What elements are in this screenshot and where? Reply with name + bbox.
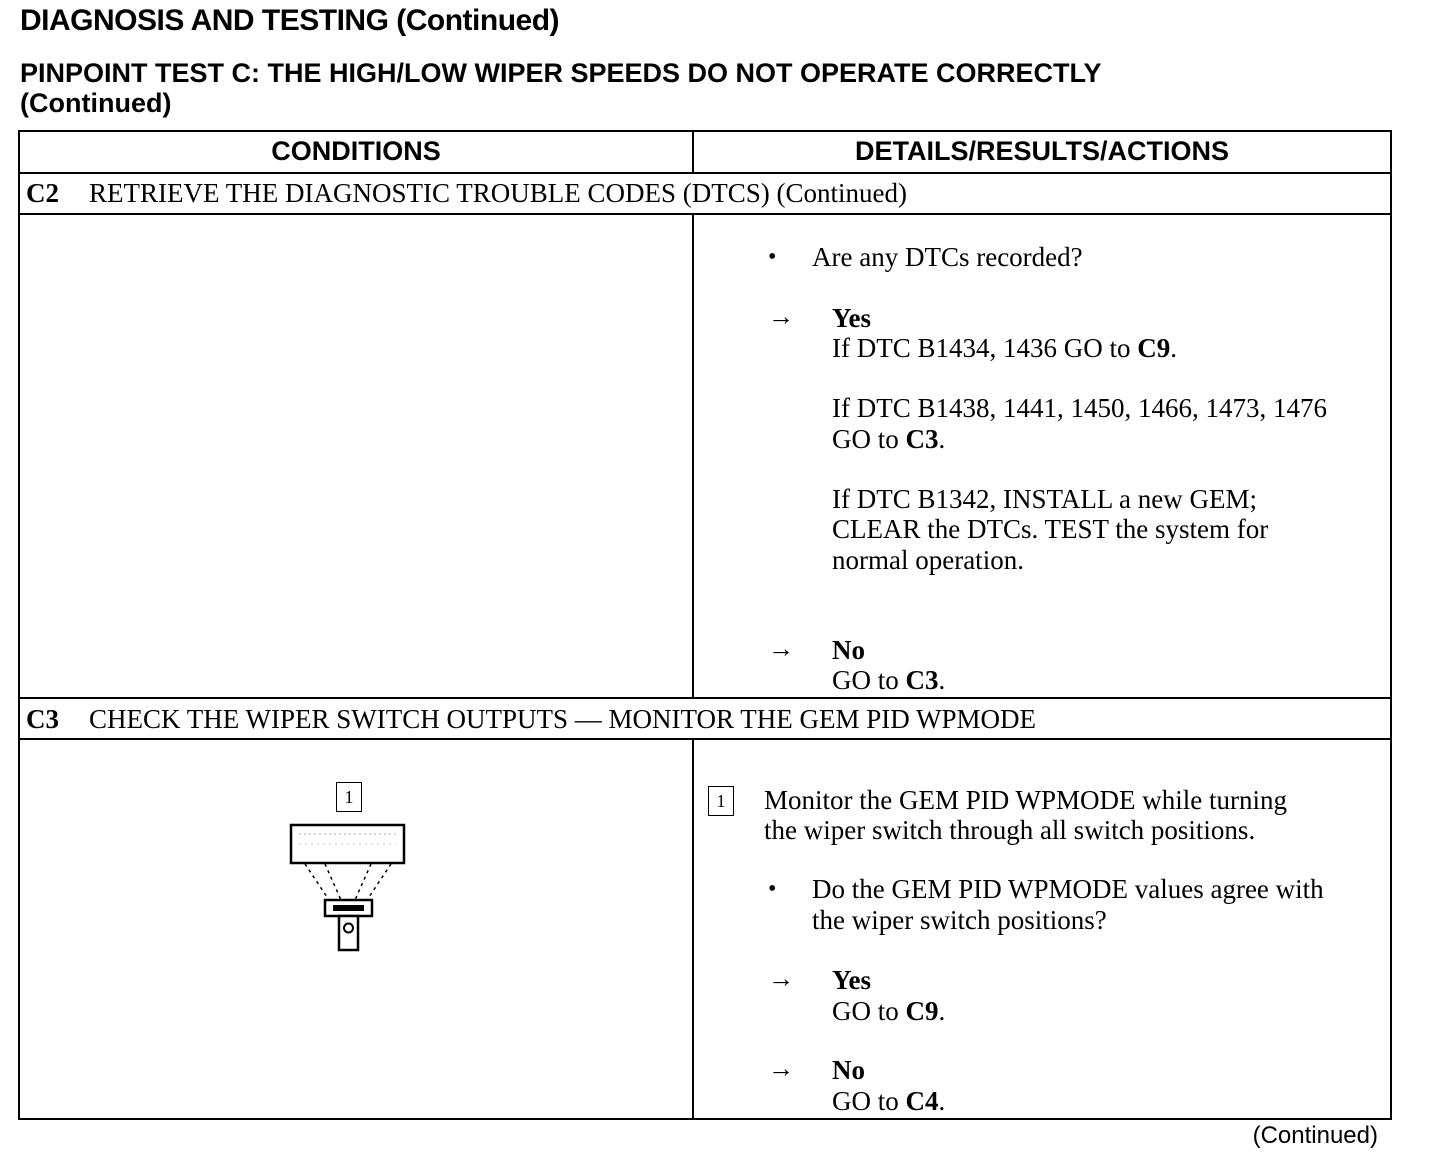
c2-yes-line4: If DTC B1342, INSTALL a new GEM; (832, 484, 1258, 514)
table-border-left (18, 130, 20, 1120)
c3-no-action: GO to C4. (832, 1086, 946, 1116)
c2-ref-c3: C3 (905, 424, 939, 454)
page-title: DIAGNOSIS AND TESTING (Continued) (20, 4, 560, 37)
c3-step-header (26, 704, 1036, 735)
c2-bullet: • (768, 244, 777, 270)
c2-step-title: RETRIEVE THE DIAGNOSTIC TROUBLE CODES (DTCS) (Continued) (89, 178, 907, 208)
c3-no-ref: C4 (905, 1086, 939, 1116)
c3-title-divider (18, 738, 1392, 740)
illustration-callout-1: 1 (336, 782, 362, 812)
c2-title-divider (18, 213, 1392, 215)
c3-column-divider (692, 738, 694, 1120)
c2-yes-line6: normal operation. (832, 545, 1024, 575)
c3-top-divider (18, 697, 1392, 699)
c2-yes-label: Yes (832, 303, 871, 333)
column-header-conditions: CONDITIONS (271, 136, 441, 166)
c2-no-arrow-icon: → (768, 634, 794, 663)
column-header-details: DETAILS/RESULTS/ACTIONS (854, 136, 1229, 166)
pinpoint-test-title-line1: PINPOINT TEST C: THE HIGH/LOW WIPER SPEEDS DO NOT OPERATE CORRECTLY (20, 58, 1102, 88)
c2-column-divider (692, 213, 694, 699)
table-header-divider (18, 172, 1392, 174)
scan-tool-illustration (285, 820, 411, 956)
c2-ref-c9: C9 (1137, 333, 1171, 363)
c3-yes-action: GO to C9. (832, 996, 946, 1026)
pinpoint-test-title-line2: (Continued) (20, 88, 172, 118)
c2-yes-line2: If DTC B1438, 1441, 1450, 1466, 1473, 1476 (832, 393, 1327, 423)
c2-yes-line1: If DTC B1434, 1436 GO to C9. (832, 333, 1177, 363)
c3-bullet: • (768, 876, 777, 902)
footer-continued: (Continued) (1252, 1122, 1378, 1149)
c3-yes-ref: C9 (905, 996, 939, 1026)
c3-step-number: 1 (708, 786, 734, 816)
table-border-right (1390, 130, 1392, 1120)
table-border-top (18, 130, 1392, 132)
pinpoint-test-title (20, 58, 1320, 118)
c2-yes-arrow-icon: → (768, 302, 794, 331)
c2-step-id: C2 (26, 178, 59, 208)
c2-no-label: No (832, 635, 865, 665)
c2-step-header (26, 178, 907, 209)
c3-question-line2: the wiper switch positions? (812, 905, 1107, 935)
c3-no-label: No (832, 1055, 865, 1085)
c2-question: Are any DTCs recorded? (812, 242, 1083, 272)
c2-no-action: GO to C3. (832, 665, 946, 695)
c3-yes-label: Yes (832, 965, 871, 995)
c3-step-line2: the wiper switch through all switch positions. (764, 815, 1256, 845)
c3-step-line1: Monitor the GEM PID WPMODE while turning (764, 785, 1287, 815)
c3-yes-arrow-icon: → (768, 964, 794, 993)
table-border-bottom (18, 1118, 1392, 1120)
c3-question-line1: Do the GEM PID WPMODE values agree with (812, 874, 1324, 904)
c2-yes-line5: CLEAR the DTCs. TEST the system for (832, 514, 1269, 544)
c3-step-id: C3 (26, 704, 59, 734)
c2-yes-line3: GO to C3. (832, 424, 946, 454)
c2-no-ref: C3 (905, 665, 939, 695)
c3-step-title: CHECK THE WIPER SWITCH OUTPUTS — MONITOR THE GEM PID WPMODE (89, 704, 1037, 734)
c3-no-arrow-icon: → (768, 1054, 794, 1083)
